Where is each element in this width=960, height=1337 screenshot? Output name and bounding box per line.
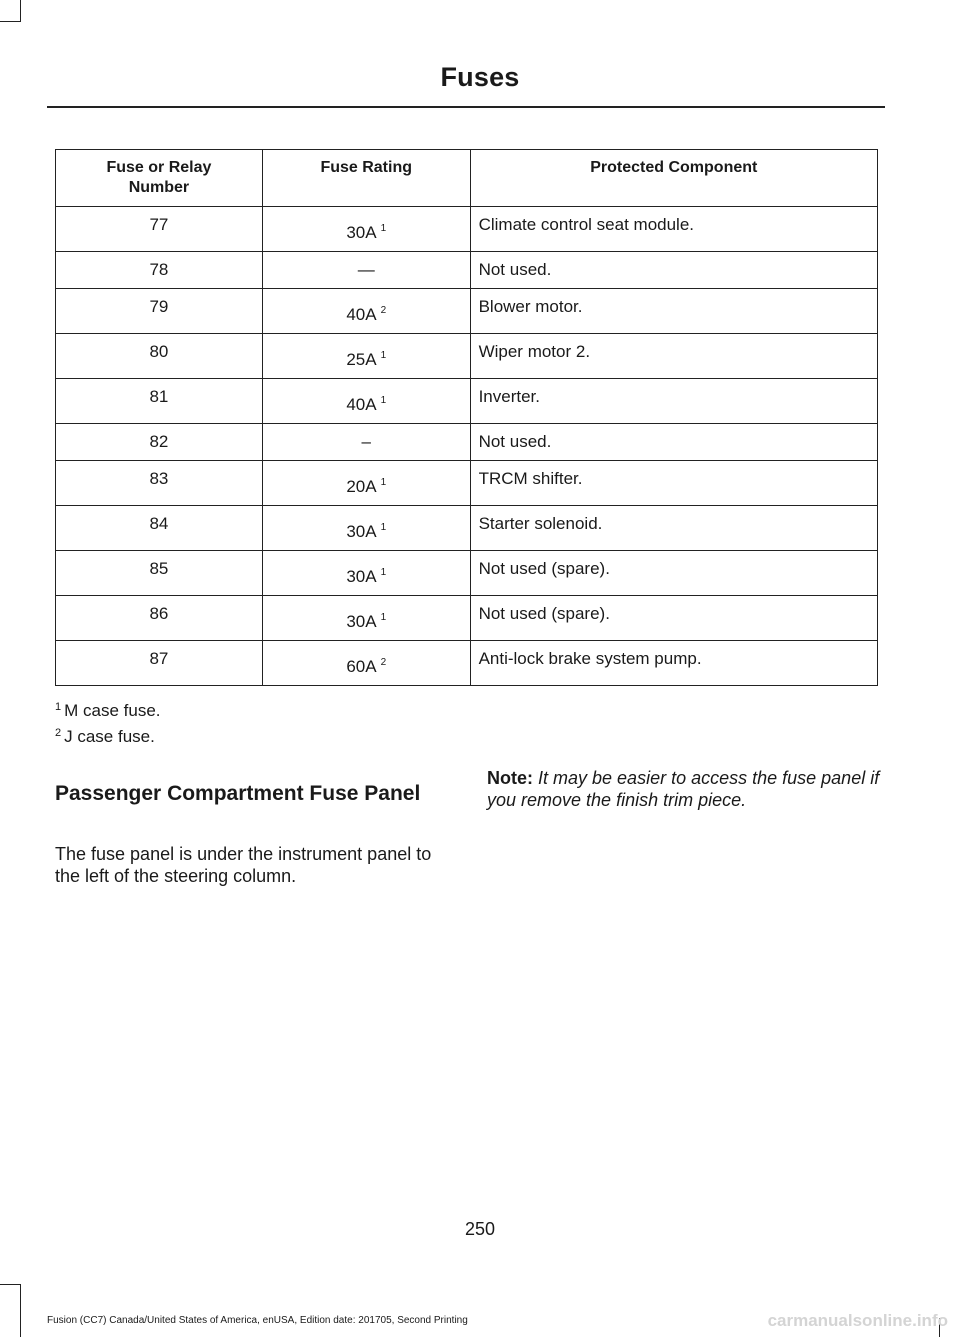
protected-component: Starter solenoid. [470,506,877,551]
fuse-table [55,149,878,686]
fuse-rating-footnote-mark: 1 [380,395,387,406]
fuse-rating-footnote-mark: 1 [380,612,387,623]
fuse-number: 86 [56,596,263,641]
fuse-rating [262,641,470,686]
table-row [56,252,878,289]
fuse-rating-value: 30A [346,522,377,541]
note [487,767,882,811]
table-header-row [56,150,878,207]
protected-component: Inverter. [470,379,877,424]
fuse-number: 78 [56,252,263,289]
table-row [56,641,878,686]
fuse-rating [262,207,470,252]
fuse-table-body [56,207,878,686]
protected-component: Not used (spare). [470,596,877,641]
footnote-2 [55,727,155,747]
column-header-rating: Fuse Rating [262,150,470,207]
fuse-number: 82 [56,424,263,461]
section-body: The fuse panel is under the instrument panel to the left of the steering column. [55,844,432,886]
fuse-rating-footnote-mark: 2 [380,305,387,316]
protected-component: TRCM shifter. [470,461,877,506]
table-row [56,424,878,461]
footnote-text: M case fuse. [64,701,161,720]
footnote-mark: 2 [55,727,62,739]
table-row [56,207,878,252]
fuse-number: 80 [56,334,263,379]
column-header-number [56,150,263,207]
fuse-number: 85 [56,551,263,596]
fuse-rating-value: 25A [346,350,377,369]
fuse-rating-value: — [357,260,375,279]
fuse-number: 84 [56,506,263,551]
fuse-rating [262,506,470,551]
crop-mark [0,21,21,22]
fuse-rating-value: 40A [346,395,377,414]
protected-component: Not used. [470,424,877,461]
fuse-number: 83 [56,461,263,506]
fuse-rating [262,596,470,641]
note-text: It may be easier to access the fuse panel if you remove the finish trim piece. [487,768,880,810]
fuse-number: 77 [56,207,263,252]
fuse-rating-value: 40A [346,305,377,324]
fuse-rating [262,461,470,506]
column-header-number-text: Fuse or Relay Number [106,159,212,196]
fuse-rating-value: 30A [346,223,377,242]
page-number: 250 [464,1219,496,1239]
protected-component: Not used (spare). [470,551,877,596]
fuse-rating-footnote-mark: 1 [380,350,387,361]
protected-component: Wiper motor 2. [470,334,877,379]
fuse-rating-value: 30A [346,567,377,586]
fuse-rating-footnote-mark: 1 [380,567,387,578]
fuse-rating-value: 60A [346,657,377,676]
table-row [56,334,878,379]
fuse-rating-footnote-mark: 1 [380,522,387,533]
fuse-rating [262,334,470,379]
fuse-rating-footnote-mark: 1 [380,223,387,234]
title-divider [47,106,885,108]
fuse-rating-footnote-mark: 2 [380,657,387,668]
crop-mark [20,0,21,22]
footer-edition: Fusion (CC7) Canada/United States of America, enUSA, Edition date: 201705, Second Printing [47,1315,468,1326]
footnote-text: J case fuse. [64,727,155,746]
fuse-number: 87 [56,641,263,686]
fuse-rating [262,379,470,424]
crop-mark [20,1284,21,1337]
fuse-rating [262,252,470,289]
table-row [56,551,878,596]
fuse-rating-footnote-mark: 1 [380,477,387,488]
footnote-1 [55,701,161,721]
column-header-component: Protected Component [470,150,877,207]
protected-component: Climate control seat module. [470,207,877,252]
table-row [56,596,878,641]
table-row [56,289,878,334]
fuse-rating [262,551,470,596]
protected-component: Blower motor. [470,289,877,334]
note-label: Note: [487,768,533,788]
fuse-rating-value: 30A [346,612,377,631]
page-title: Fuses [440,62,520,92]
table-row [56,506,878,551]
table-row [56,461,878,506]
fuse-rating-value: 20A [346,477,377,496]
fuse-number: 79 [56,289,263,334]
table-row [56,379,878,424]
crop-mark [0,1284,21,1285]
fuse-rating [262,289,470,334]
footnote-mark: 1 [55,701,62,713]
protected-component: Anti-lock brake system pump. [470,641,877,686]
protected-component: Not used. [470,252,877,289]
watermark: carmanualsonline.info [767,1311,948,1330]
fuse-rating-value: – [361,432,371,451]
fuse-rating [262,424,470,461]
fuse-number: 81 [56,379,263,424]
section-heading: Passenger Compartment Fuse Panel [55,782,421,805]
